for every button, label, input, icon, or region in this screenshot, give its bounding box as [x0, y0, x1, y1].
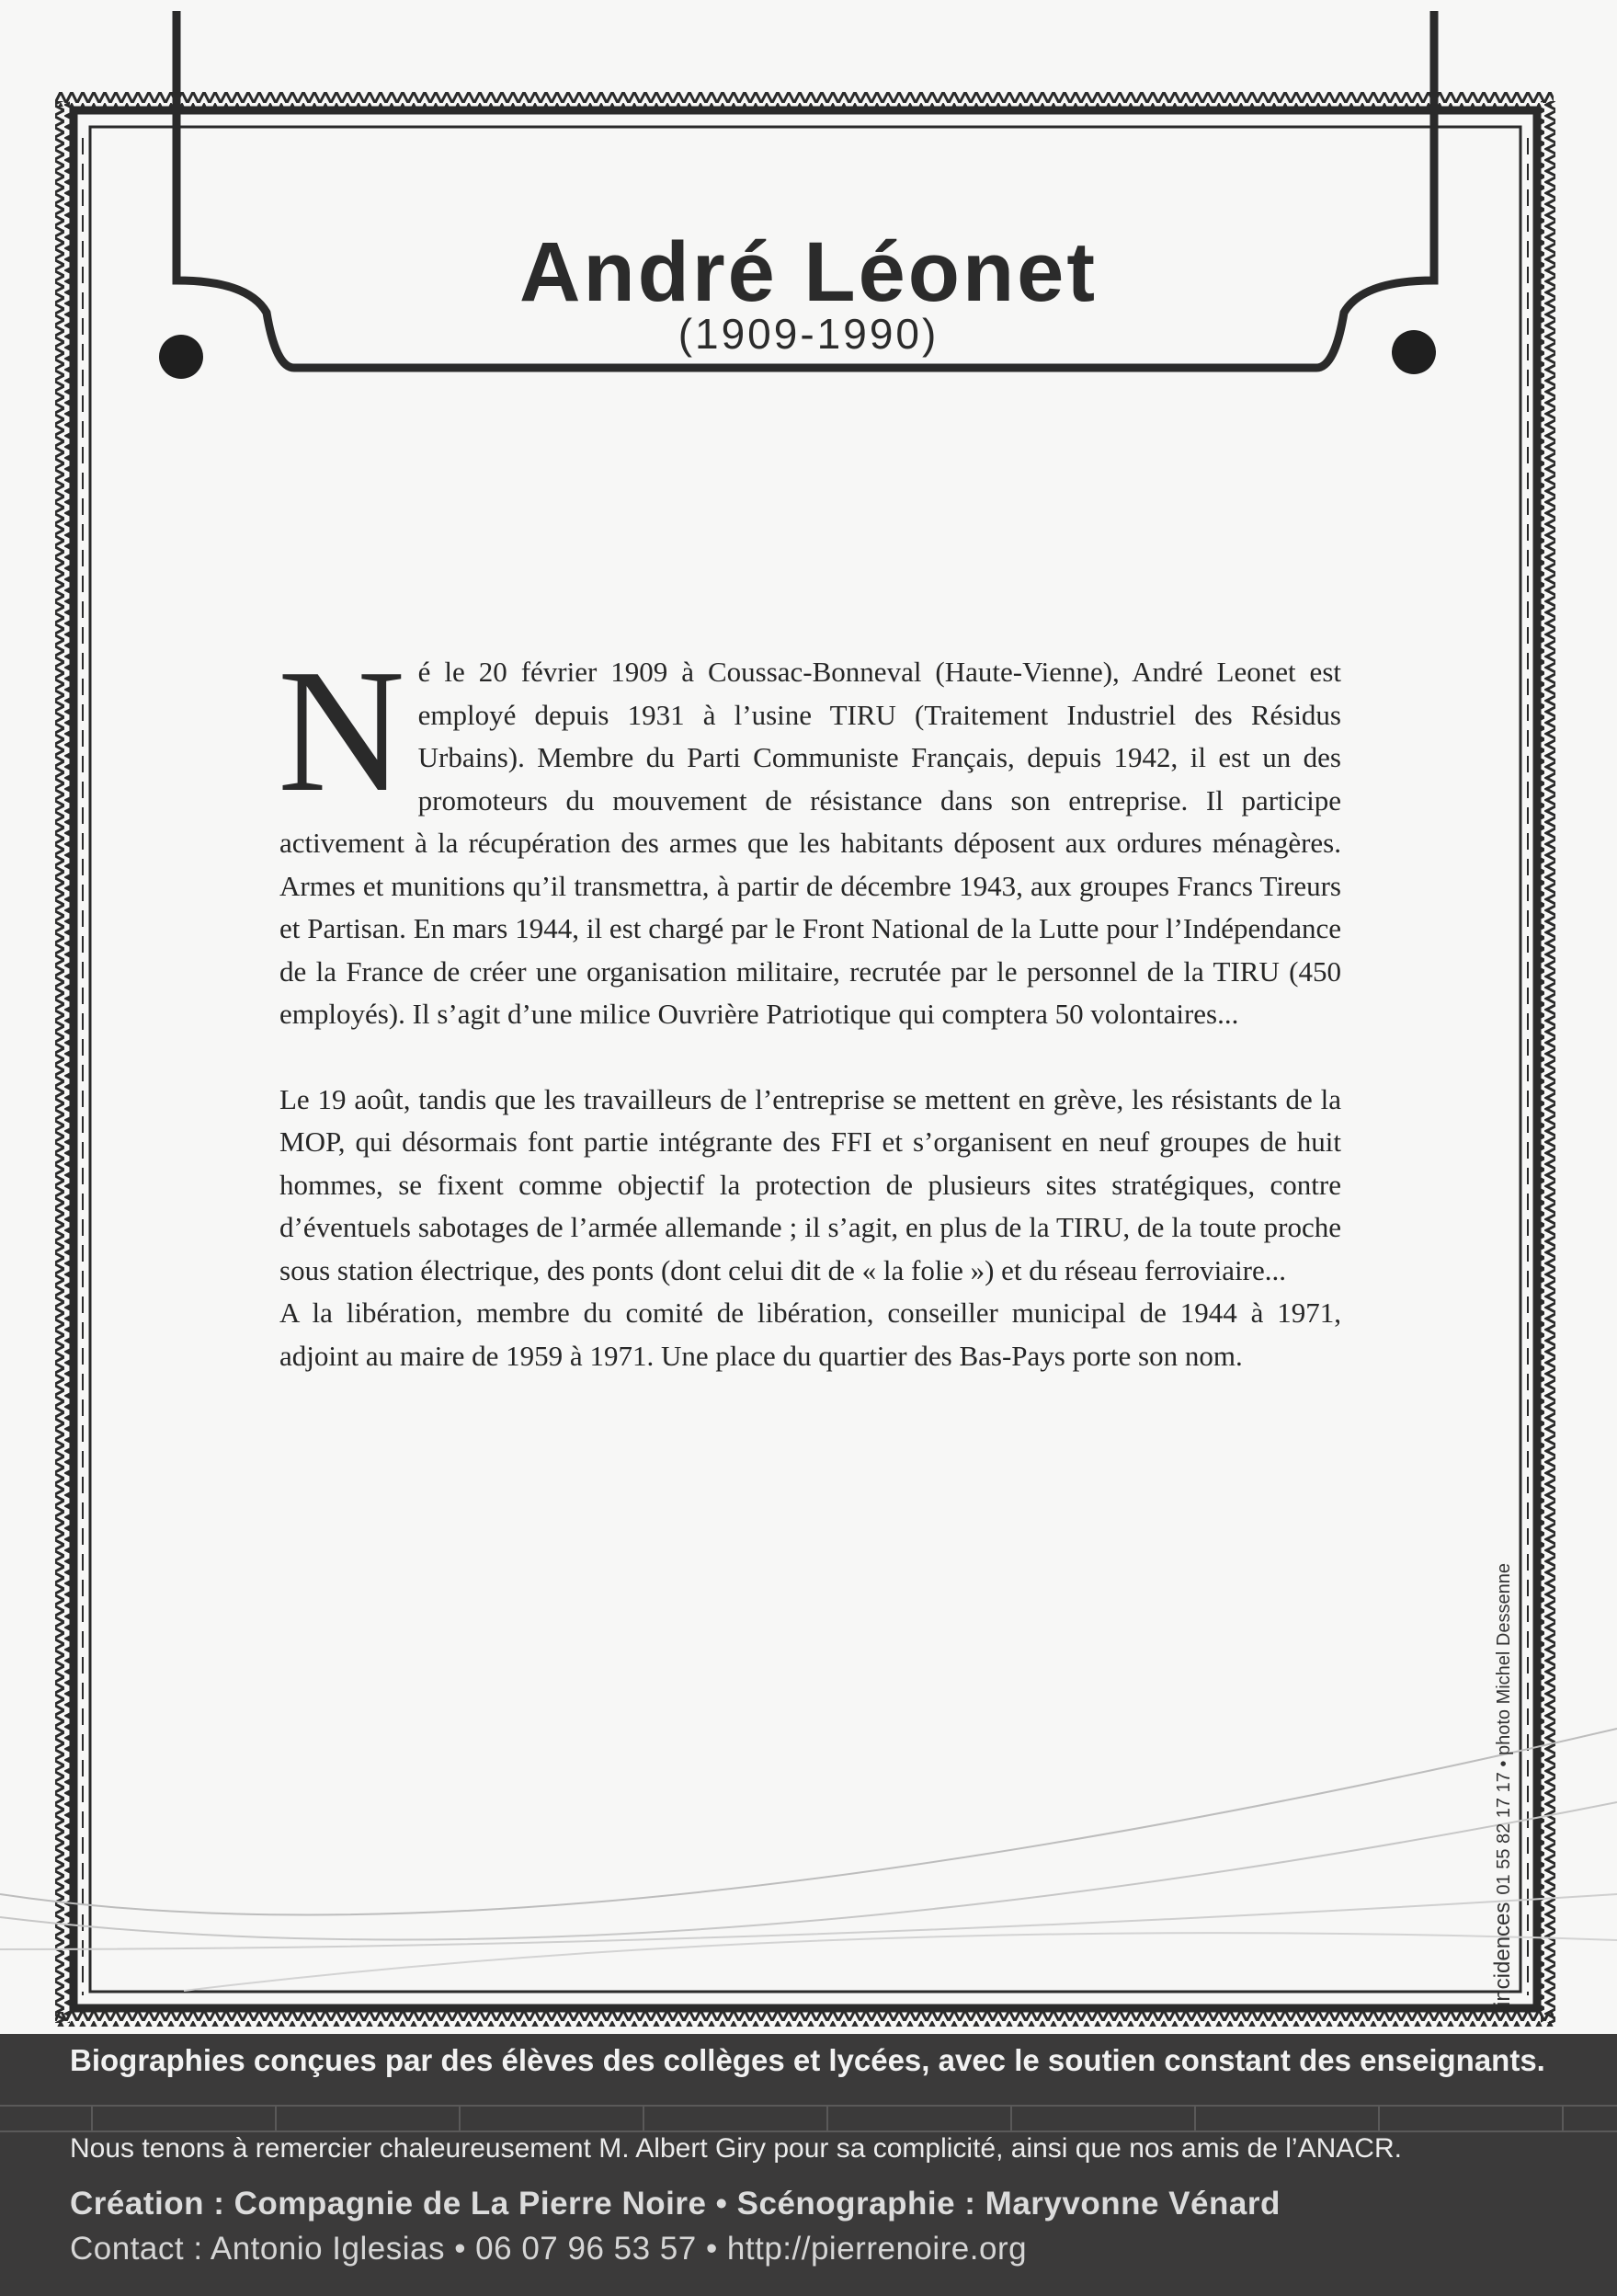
life-dates: (1909-1990) — [678, 310, 939, 358]
footer-thanks: Nous tenons à remercier chaleureusement M. Albert Giry pour sa complicité, ainsi que nos amis de l’ANACR. — [70, 2133, 1402, 2164]
photo-credit — [1490, 1563, 1516, 2006]
credit-details: 01 55 82 17 17 • photo Michel Dessenne — [1494, 1563, 1514, 1895]
bio-paragraph-3: A la libération, membre du comité de libération, conseiller municipal de 1944 à 1971, adjoint au maire de 1959 à 1971. Une place du quartier des Bas-Pays porte son nom. — [279, 1296, 1341, 1372]
footer-tagline: Biographies conçues par des élèves des collèges et lycées, avec le soutien constant des enseignants. — [70, 2043, 1545, 2077]
drop-cap: N — [278, 633, 405, 828]
paragraph-gap — [279, 1036, 1341, 1079]
biography — [278, 633, 1341, 1377]
footer-contact: Contact : Antonio Iglesias • 06 07 96 53 57 • http://pierrenoire.org — [70, 2231, 1028, 2267]
bio-paragraph-1: é le 20 février 1909 à Coussac-Bonneval (Haute-Vienne), André Leonet est employé depuis 1931 à l’usine TIRU (Traitement Industriel des Résidus Urbains). Membre du Parti Communiste Français, depuis 1942, il est un des promoteurs du mouvement de résistance dans son entreprise. Il participe activement à la récupération des armes que les habitants déposent aux ordures ménagères. Armes et munitions qu’il transmettra, à partir de décembre 1943, aux groupes Francs Tireurs et Partisan. En mars 1944, il est chargé par le Front National de la Lutte pour l’Indépendance de la France de créer une organisation militaire, recrutée par le personnel de la TIRU (450 employés). Il s’agit d’une milice Ouvrière Patriotique qui comptera 50 volontaires... — [279, 656, 1341, 1030]
credit-brand: incidences — [1490, 1902, 1515, 2006]
bio-paragraph-2: Le 19 août, tandis que les travailleurs de l’entreprise se mettent en grève, les résistants de la MOP, qui désormais font partie intégrante des FFI et s’organisent en neuf groupes de huit hommes, se fixent comme objectif la protection de plusieurs sites stratégiques, contre d’éventuels sabotages de l’armée allemande ; il s’agit, en plus de la TIRU, de la toute proche sous station électrique, des ponts (dont celui dit de « la folie ») et du réseau ferroviaire... — [279, 1082, 1341, 1286]
page-title: André Léonet — [519, 225, 1098, 319]
footer-creation: Création : Compagnie de La Pierre Noire • Scénographie : Maryvonne Vénard — [70, 2186, 1281, 2222]
footer-band — [0, 2034, 1617, 2296]
